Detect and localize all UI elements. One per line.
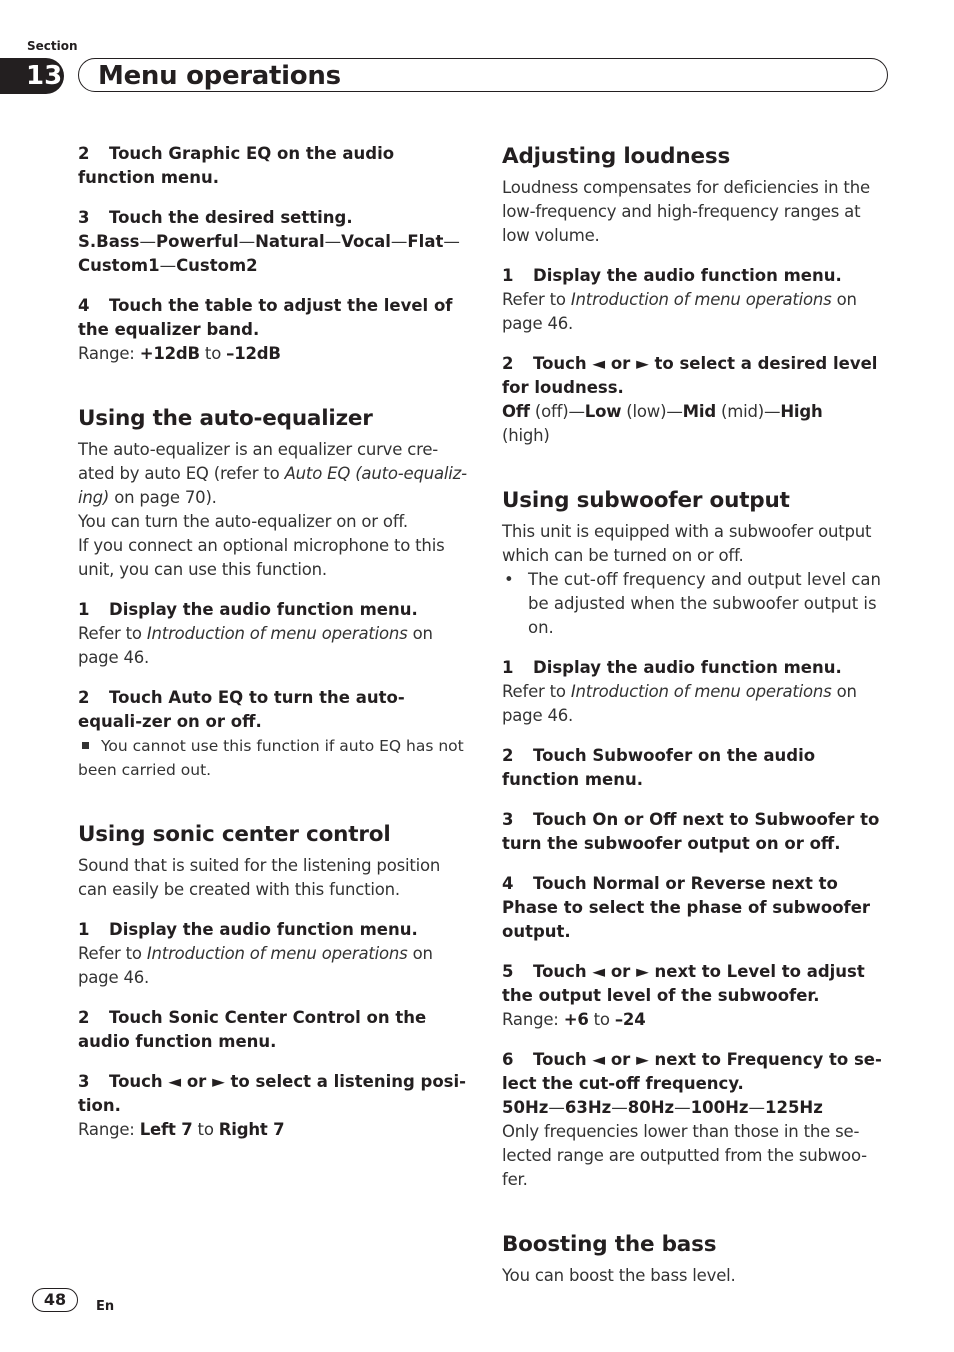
step-item: 2 Touch Sonic Center Control on the audio function menu. <box>78 1008 427 1051</box>
section-label: Section <box>27 39 78 53</box>
reference-text: Refer to Introduction of menu operations on page 46. <box>78 624 433 667</box>
paragraph: Only frequencies lower than those in the se-lected range are outputted from the subwoo-fer. <box>502 1122 867 1189</box>
left-column <box>78 142 468 1142</box>
step-item: 1 Display the audio function menu. <box>78 600 418 619</box>
loudness-levels: Off (off)—Low (low)—Mid (mid)—High (high) <box>502 402 823 445</box>
reference-text: Refer to Introduction of menu operations on page 46. <box>502 290 857 333</box>
section-heading: Adjusting loudness <box>502 144 731 169</box>
note-square-icon <box>82 742 89 749</box>
paragraph: You can turn the auto-equalizer on or off. <box>78 512 408 531</box>
step-item: 4 Touch Normal or Reverse next to Phase to select the phase of subwoofer output. <box>502 874 871 941</box>
range-text: Range: Left 7 to Right 7 <box>78 1120 285 1139</box>
step-item: 2 Touch Subwoofer on the audio function menu. <box>502 746 816 789</box>
eq-options: S.Bass—Powerful—Natural—Vocal—Flat— Custom1—Custom2 <box>78 232 460 275</box>
reference-text: Refer to Introduction of menu operations on page 46. <box>502 682 857 725</box>
step-item: 3 Touch the desired setting. <box>78 208 353 227</box>
bullet-item: • The cut-off frequency and output level can be adjusted when the subwoofer output is on. <box>502 568 892 640</box>
frequency-options: 50Hz—63Hz—80Hz—100Hz—125Hz <box>502 1098 823 1117</box>
paragraph: Sound that is suited for the listening position can easily be created with this function. <box>78 856 441 899</box>
section-heading: Using the auto-equalizer <box>78 406 373 431</box>
step-item: 3 Touch On or Off next to Subwoofer to turn the subwoofer output on or off. <box>502 810 880 853</box>
section-heading: Using sonic center control <box>78 822 391 847</box>
paragraph: Loudness compensates for deficiencies in the low-frequency and high-frequency ranges at low volume. <box>502 178 870 245</box>
paragraph: The auto-equalizer is an equalizer curve cre-ated by auto EQ (refer to Auto EQ (auto-equaliz-ing) on page 70). <box>78 440 467 507</box>
reference-text: Refer to Introduction of menu operations on page 46. <box>78 944 433 987</box>
paragraph: You can boost the bass level. <box>502 1266 736 1285</box>
page-title: Menu operations <box>98 61 341 91</box>
right-column <box>502 142 892 1288</box>
step-item: 2 Touch Auto EQ to turn the auto-equali-zer on or off. <box>78 688 405 731</box>
range-text: Range: +12dB to –12dB <box>78 344 281 363</box>
paragraph: If you connect an optional microphone to this unit, you can use this function. <box>78 536 445 579</box>
section-heading: Boosting the bass <box>502 1232 717 1257</box>
step-item: 4 Touch the table to adjust the level of the equalizer band. <box>78 296 453 339</box>
step-item: 2 Touch ◄ or ► to select a desired level for loudness. <box>502 354 878 397</box>
paragraph: This unit is equipped with a subwoofer output which can be turned on or off. <box>502 522 872 565</box>
note-text: You cannot use this function if auto EQ has not been carried out. <box>78 737 464 779</box>
section-heading: Using subwoofer output <box>502 488 790 513</box>
step-item: 1 Display the audio function menu. <box>78 920 418 939</box>
page-number-badge: 48 <box>32 1288 78 1312</box>
language-label: En <box>96 1299 115 1314</box>
step-item: 3 Touch ◄ or ► to select a listening posi-tion. <box>78 1072 467 1115</box>
step-item: 1 Display the audio function menu. <box>502 266 842 285</box>
range-text: Range: +6 to –24 <box>502 1010 646 1029</box>
step-item: 5 Touch ◄ or ► next to Level to adjust the output level of the subwoofer. <box>502 962 865 1005</box>
step-item: 6 Touch ◄ or ► next to Frequency to se-lect the cut-off frequency. <box>502 1050 882 1093</box>
step-item: 1 Display the audio function menu. <box>502 658 842 677</box>
step-item: 2 Touch Graphic EQ on the audio function menu. <box>78 144 395 187</box>
section-number-badge: 13 <box>0 58 64 94</box>
